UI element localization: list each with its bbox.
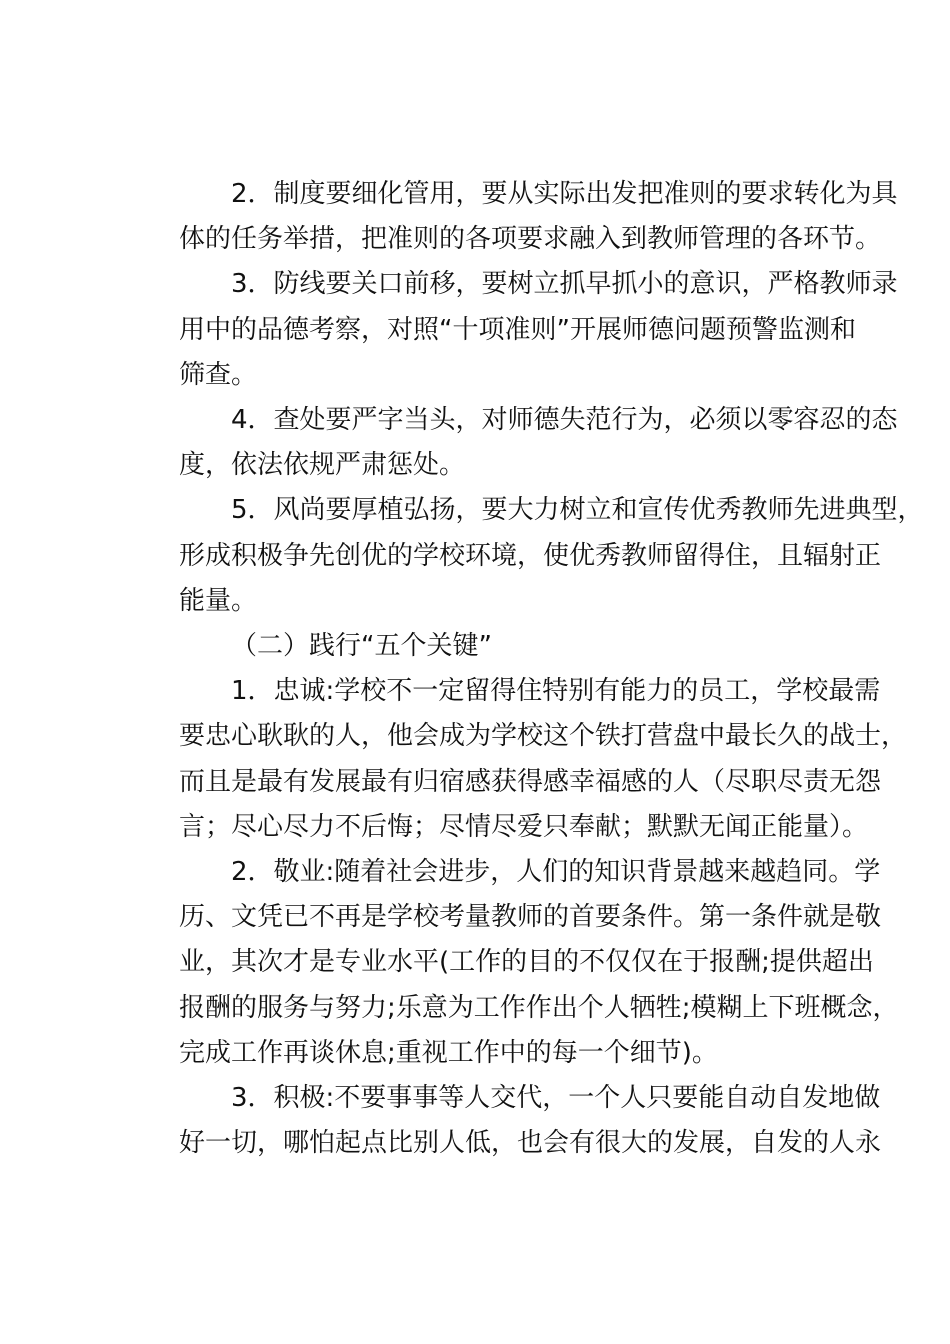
- text-line: 2．敬业:随着社会进步，人们的知识背景越来越趋同。学: [231, 857, 881, 888]
- text-line: 1．忠诚:学校不一定留得住特别有能力的员工，学校最需: [231, 676, 881, 707]
- paragraph-rule-3: [127, 262, 898, 398]
- text-line: 言；尽心尽力不后悔；尽情尽爱只奉献；默默无闻正能量）。: [179, 811, 869, 842]
- document-body: [127, 172, 924, 1166]
- text-line: 报酬的服务与努力;乐意为工作作出个人牺牲;模糊上下班概念，: [179, 992, 899, 1023]
- text-line: 体的任务举措，把准则的各项要求融入到教师管理的各环节。: [179, 224, 882, 255]
- paragraph-key-1: [127, 669, 908, 850]
- text-line: 3．防线要关口前移，要树立抓早抓小的意识，严格教师录: [231, 269, 898, 300]
- text-line: 完成工作再谈休息;重视工作中的每一个细节)。: [179, 1037, 718, 1068]
- text-line: 好一切，哪怕起点比别人低，也会有很大的发展，自发的人永: [179, 1128, 882, 1159]
- paragraph-rule-4: [127, 398, 898, 488]
- text-line: 业，其次才是专业水平(工作的目的不仅仅在于报酬;提供超出: [179, 947, 874, 978]
- text-line: 要忠心耿耿的人，他会成为学校这个铁打营盘中最长久的战士，: [179, 721, 908, 752]
- text-line: 5．风尚要厚植弘扬，要大力树立和宣传优秀教师先进典型，: [231, 495, 924, 526]
- text-line: 度，依法依规严肃惩处。: [179, 450, 466, 481]
- text-line: 4．查处要严字当头，对师德失范行为，必须以零容忍的态: [231, 405, 898, 436]
- heading-line: （二）践行“五个关键”: [231, 631, 492, 662]
- text-line: 筛查。: [179, 359, 258, 390]
- paragraph-rule-2: [127, 172, 898, 262]
- text-line: 3．积极:不要事事等人交代，一个人只要能自动自发地做: [231, 1083, 881, 1114]
- text-line: 历、文凭已不再是学校考量教师的首要条件。第一条件就是敬: [179, 902, 882, 933]
- text-line: 而且是最有发展最有归宿感获得感幸福感的人（尽职尽责无怨: [179, 766, 882, 797]
- text-line: 2．制度要细化管用，要从实际出发把准则的要求转化为具: [231, 179, 898, 209]
- text-line: 形成积极争先创优的学校环境，使优秀教师留得住，且辐射正: [179, 540, 882, 571]
- section-heading: [127, 624, 837, 669]
- text-line: 用中的品德考察，对照“十项准则”开展师德问题预警监测和: [179, 314, 856, 345]
- paragraph-rule-5: [127, 488, 924, 624]
- text-line: 能量。: [179, 585, 258, 616]
- paragraph-key-3: [127, 1076, 882, 1166]
- paragraph-key-2: [127, 850, 899, 1076]
